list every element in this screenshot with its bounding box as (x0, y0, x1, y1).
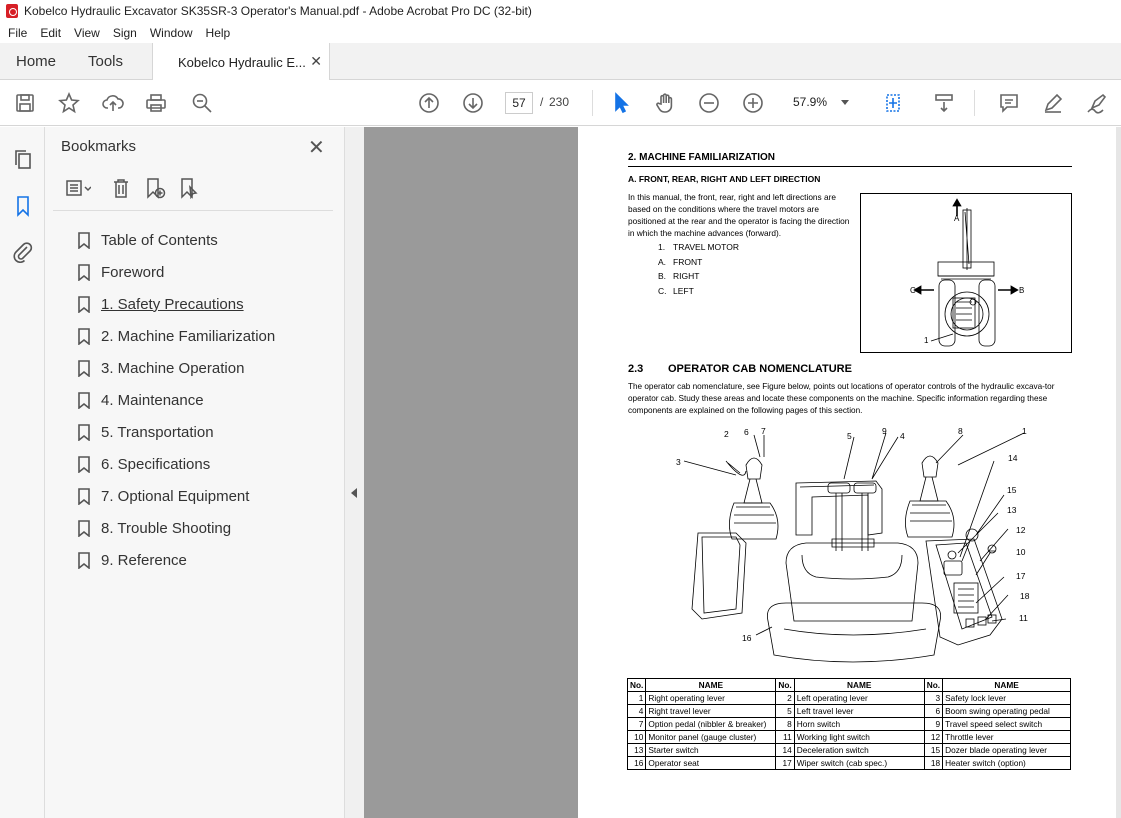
section-heading (628, 363, 852, 375)
callout-label: 17 (1016, 571, 1026, 581)
table-row (628, 692, 1071, 705)
column-header: No. (776, 679, 794, 692)
section-title: OPERATOR CAB NOMENCLATURE (668, 363, 852, 375)
legend-item: C. LEFT (658, 285, 694, 296)
vertical-scrollbar[interactable] (1116, 127, 1121, 818)
bookmarks-title: Bookmarks (61, 138, 137, 155)
direction-figure (860, 193, 1072, 353)
attachments-icon[interactable] (12, 241, 34, 263)
bookmark-label: 4. Maintenance (101, 391, 204, 409)
heading-rule (628, 166, 1072, 167)
page-separator: / (540, 95, 544, 109)
page-thumbnails-icon[interactable] (12, 149, 34, 171)
bookmarks-divider (53, 210, 333, 211)
callout-label: 7 (761, 426, 766, 436)
table-cell: Right travel lever (646, 705, 776, 718)
bookmark-label: 7. Optional Equipment (101, 487, 250, 505)
bookmark-item[interactable] (78, 544, 275, 576)
legend-item: 1. TRAVEL MOTOR (658, 242, 739, 252)
table-cell: Boom swing operating pedal (943, 705, 1071, 718)
table-cell: 10 (628, 731, 646, 744)
table-cell: Monitor panel (gauge cluster) (646, 731, 776, 744)
bookmark-item[interactable] (78, 480, 275, 512)
operator-cab-figure (636, 423, 1036, 671)
table-cell: 2 (776, 692, 794, 705)
table-cell: Heater switch (option) (943, 757, 1071, 770)
bookmark-item[interactable] (78, 256, 275, 288)
table-cell: Right operating lever (646, 692, 776, 705)
zoom-out-icon[interactable] (697, 91, 721, 115)
callout-label: 10 (1016, 547, 1026, 557)
table-cell: Travel speed select switch (943, 718, 1071, 731)
table-row (628, 757, 1071, 770)
excavator-top-view-drawing (861, 194, 1073, 354)
bookmark-icon (78, 264, 90, 281)
page-subheading: A. FRONT, REAR, RIGHT AND LEFT DIRECTION (628, 174, 821, 184)
bookmark-item[interactable] (78, 352, 275, 384)
table-cell: Safety lock lever (943, 692, 1071, 705)
bookmarks-toolbar (61, 177, 331, 201)
bookmark-icon (78, 232, 90, 249)
print-icon[interactable] (144, 91, 168, 115)
callout-label: 11 (1019, 613, 1028, 623)
table-row (628, 718, 1071, 731)
table-cell: Operator seat (646, 757, 776, 770)
callout-label: 12 (1016, 525, 1026, 535)
bookmark-label: 5. Transportation (101, 423, 214, 441)
add-bookmark-icon[interactable] (144, 177, 166, 199)
table-cell: Working light switch (794, 731, 924, 744)
total-pages: 230 (549, 95, 570, 109)
title-bar (0, 0, 1121, 22)
previous-page-icon[interactable] (417, 91, 441, 115)
table-cell: Option pedal (nibbler & breaker) (646, 718, 776, 731)
bookmark-item[interactable] (78, 512, 275, 544)
table-cell: 16 (628, 757, 646, 770)
figure-label-front: A (954, 214, 960, 223)
table-cell: 12 (924, 731, 942, 744)
legend-item: B. RIGHT (658, 271, 700, 282)
table-cell: Throttle lever (943, 731, 1071, 744)
bookmark-label: Table of Contents (101, 231, 218, 249)
callout-label: 18 (1020, 591, 1030, 601)
collapse-panel-icon[interactable] (351, 488, 357, 498)
bookmark-item[interactable] (78, 448, 275, 480)
figure-label-motor: 1 (924, 336, 929, 345)
upload-cloud-icon[interactable] (101, 91, 125, 115)
bookmark-search-icon[interactable] (178, 177, 200, 199)
bookmark-icon (78, 424, 90, 441)
page-heading: 2. MACHINE FAMILIARIZATION (628, 152, 776, 163)
panel-splitter[interactable] (345, 127, 364, 818)
menu-bar (0, 22, 1121, 43)
chevron-down-icon (841, 100, 849, 105)
delete-bookmark-icon[interactable] (110, 177, 132, 199)
table-row (628, 705, 1071, 718)
bookmark-icon (78, 296, 90, 313)
toolbar-divider (974, 90, 975, 116)
bookmark-label: 1. Safety Precautions (101, 295, 244, 313)
close-panel-icon[interactable]: ✕ (308, 137, 325, 159)
menu-view[interactable]: View (74, 25, 100, 40)
tab-document[interactable] (152, 43, 330, 81)
hand-tool-icon[interactable] (653, 91, 677, 115)
bookmark-icon (78, 456, 90, 473)
bookmark-label: 8. Trouble Shooting (101, 519, 232, 537)
table-cell: Horn switch (794, 718, 924, 731)
callout-label: 16 (742, 633, 752, 643)
acrobat-logo-icon (6, 4, 18, 18)
table-cell: 11 (776, 731, 794, 744)
pdf-page (578, 127, 1121, 818)
column-header: NAME (646, 679, 776, 692)
callout-label: 13 (1007, 505, 1017, 515)
table-cell: 14 (776, 744, 794, 757)
document-viewer[interactable] (364, 127, 1121, 818)
table-cell: 13 (628, 744, 646, 757)
direction-legend (658, 240, 739, 298)
table-cell: 4 (628, 705, 646, 718)
table-cell: 15 (924, 744, 942, 757)
bookmark-item[interactable] (78, 416, 275, 448)
zoom-search-icon[interactable] (190, 91, 214, 115)
column-header: NAME (943, 679, 1071, 692)
menu-file[interactable]: File (8, 25, 28, 40)
callout-label: 6 (744, 427, 749, 437)
menu-help[interactable]: Help (205, 25, 231, 40)
bookmark-icon (78, 488, 90, 505)
highlight-pen-icon[interactable] (1041, 91, 1065, 115)
table-cell: Dozer blade operating lever (943, 744, 1071, 757)
tab-tools[interactable]: Tools (88, 53, 124, 70)
table-cell: Left travel lever (794, 705, 924, 718)
table-row (628, 731, 1071, 744)
tab-document-label: Kobelco Hydraulic E... (178, 55, 306, 70)
bookmark-label: 9. Reference (101, 551, 187, 569)
figure-label-right: B (1019, 286, 1025, 295)
section-number: 2.3 (628, 363, 644, 375)
page-number-input[interactable]: 57 (505, 92, 533, 114)
callout-label: 2 (724, 429, 729, 439)
tab-home[interactable]: Home (16, 53, 57, 70)
callout-label: 9 (882, 426, 887, 436)
bookmark-icon (78, 392, 90, 409)
table-cell: Wiper switch (cab spec.) (794, 757, 924, 770)
bookmark-item[interactable] (78, 320, 275, 352)
callout-label: 4 (900, 431, 905, 441)
window-title: Kobelco Hydraulic Excavator SK35SR-3 Operator's Manual.pdf - Adobe Acrobat Pro DC (32-bit) (24, 4, 532, 18)
bookmark-icon (78, 360, 90, 377)
save-icon[interactable] (13, 91, 37, 115)
menu-window[interactable]: Window (149, 25, 193, 40)
callout-label: 15 (1007, 485, 1017, 495)
zoom-value: 57.9% (793, 95, 828, 109)
bookmark-label: Foreword (101, 263, 165, 281)
bookmark-icon (78, 520, 90, 537)
table-cell: 9 (924, 718, 942, 731)
table-cell: 17 (776, 757, 794, 770)
toolbar-divider (592, 90, 593, 116)
intro-paragraph: In this manual, the front, rear, right and left directions are based on the conditions where the travel motors are positioned at the rear and the operator is facing the direction in which the machine advances (forward). (628, 192, 850, 238)
legend-item: A. FRONT (658, 256, 703, 267)
fit-page-icon[interactable] (877, 91, 911, 115)
operator-cab-drawing (636, 423, 1036, 671)
callout-label: 1 (1022, 426, 1027, 436)
table-header-row (628, 679, 1071, 692)
table-cell: Left operating lever (794, 692, 924, 705)
bookmarks-panel (45, 127, 345, 818)
bookmark-item[interactable] (78, 224, 275, 256)
zoom-in-icon[interactable] (741, 91, 765, 115)
section-paragraph: The operator cab nomenclature, see Figure below, points out locations of operator controls of the hydraulic excava-tor operator cab. Study these areas and locate these components on the machine. Specific information regarding these components are explained on the following pages of this section. (628, 382, 1055, 416)
sign-icon[interactable] (1085, 91, 1109, 115)
tab-bar (0, 43, 1121, 80)
menu-edit[interactable]: Edit (40, 25, 62, 40)
comment-icon[interactable] (997, 91, 1021, 115)
table-cell: Starter switch (646, 744, 776, 757)
callout-label: 8 (958, 426, 963, 436)
table-cell: 6 (924, 705, 942, 718)
bookmark-icon (78, 328, 90, 345)
table-cell: 5 (776, 705, 794, 718)
bookmarks-list (78, 224, 275, 576)
toolbar (0, 80, 1121, 126)
table-cell: 7 (628, 718, 646, 731)
column-header: NAME (794, 679, 924, 692)
star-icon[interactable] (57, 91, 81, 115)
column-header: No. (628, 679, 646, 692)
callout-label: 14 (1008, 453, 1018, 463)
callout-label: 3 (676, 457, 681, 467)
select-cursor-icon[interactable] (609, 91, 633, 115)
bookmark-icon (78, 552, 90, 569)
menu-sign[interactable]: Sign (112, 25, 137, 40)
nomenclature-table (627, 678, 1071, 770)
table-row (628, 744, 1071, 757)
next-page-icon[interactable] (461, 91, 485, 115)
bookmark-item-selected[interactable] (78, 288, 275, 320)
table-cell: 18 (924, 757, 942, 770)
column-header: No. (924, 679, 942, 692)
callout-label: 5 (847, 431, 852, 441)
bookmark-label: 6. Specifications (101, 455, 211, 473)
table-cell: Deceleration switch (794, 744, 924, 757)
scroll-mode-icon[interactable] (932, 91, 956, 115)
table-cell: 3 (924, 692, 942, 705)
table-cell: 1 (628, 692, 646, 705)
zoom-dropdown[interactable] (785, 92, 855, 114)
table-cell: 8 (776, 718, 794, 731)
bookmarks-panel-icon[interactable] (12, 195, 34, 217)
bookmark-label: 2. Machine Familiarization (101, 327, 276, 345)
bookmark-label: 3. Machine Operation (101, 359, 245, 377)
navigation-rail (0, 127, 45, 818)
close-tab-icon[interactable]: ✕ (310, 53, 322, 69)
bookmark-options-icon[interactable] (61, 177, 91, 199)
figure-label-left: C (910, 286, 916, 295)
bookmark-item[interactable] (78, 384, 275, 416)
